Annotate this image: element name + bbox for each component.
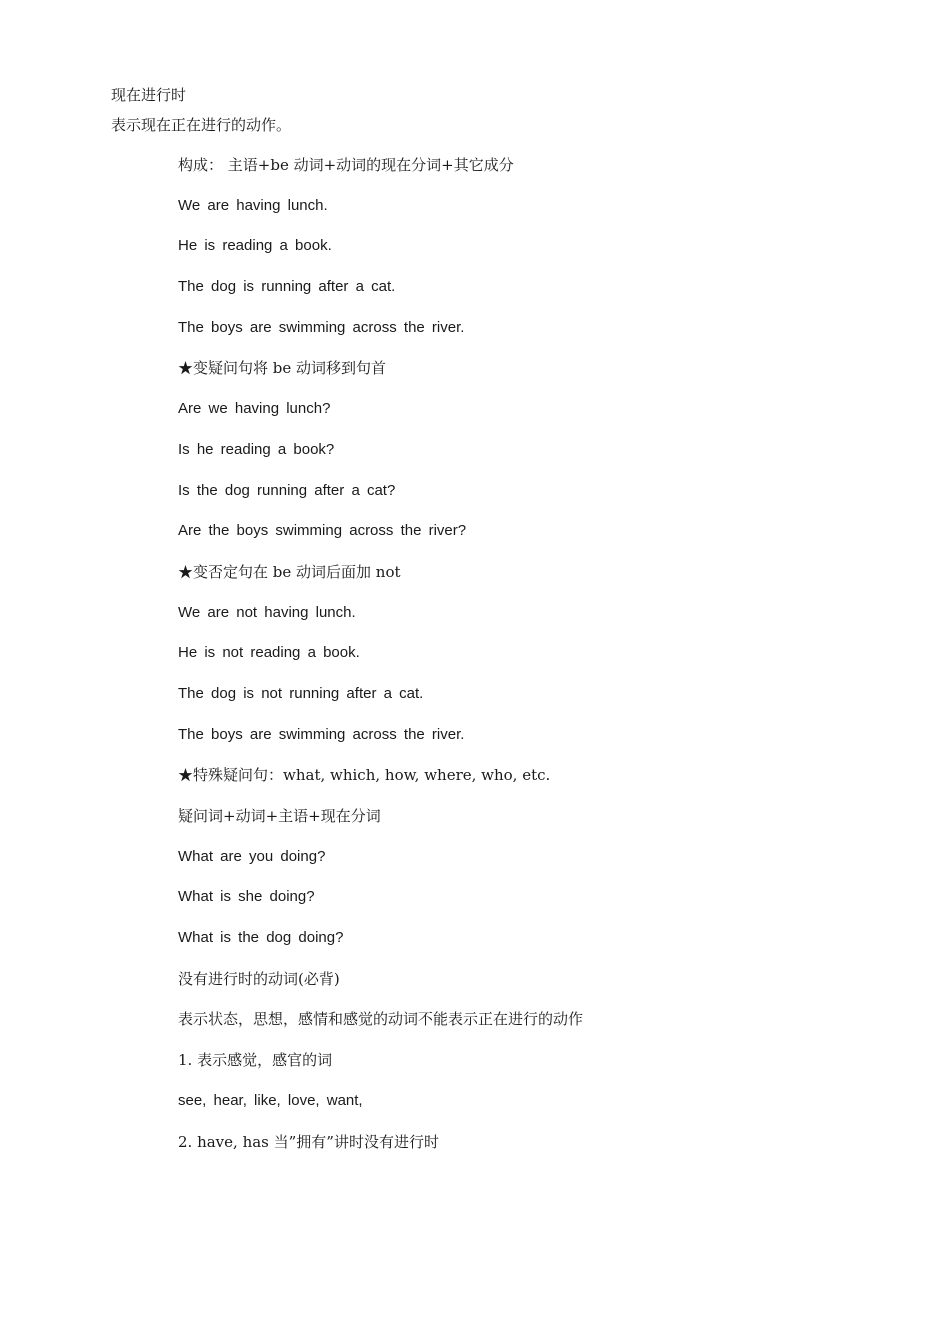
- negative-sentence: He is not reading a book.: [178, 644, 360, 662]
- rule-heading-negative: ★变否定句在 be 动词后面加 not: [178, 562, 401, 581]
- wh-question-sentence: What is the dog doing?: [178, 929, 344, 947]
- wh-structure-formula: 疑问词+动词+主语+现在分词: [178, 807, 381, 825]
- wh-question-sentence: What is she doing?: [178, 888, 315, 906]
- example-sentence: The dog is running after a cat.: [178, 278, 396, 296]
- example-sentence: We are having lunch.: [178, 196, 328, 214]
- section-title: 现在进行时: [111, 86, 187, 104]
- negative-sentence: The boys are swimming across the river.: [178, 725, 465, 743]
- stative-verbs-heading: 没有进行时的动词(必背): [178, 969, 340, 988]
- question-sentence: Are the boys swimming across the river?: [178, 522, 467, 540]
- section-description: 表示现在正在进行的动作。: [111, 116, 292, 134]
- wh-question-sentence: What are you doing?: [178, 847, 326, 865]
- rule-heading-wh-question: ★特殊疑问句：what, which, how, where, who, etc.: [178, 766, 551, 785]
- question-sentence: Is he reading a book?: [178, 440, 335, 458]
- numbered-item: 1. 表示感觉，感官的词: [178, 1051, 333, 1070]
- content-lines: [178, 155, 583, 1172]
- question-sentence: Is the dog running after a cat?: [178, 481, 396, 499]
- verb-list: see, hear, like, love, want,: [178, 1091, 363, 1109]
- numbered-item: 2. have, has 当”拥有”讲时没有进行时: [178, 1132, 439, 1151]
- structure-formula: 构成： 主语+be 动词+动词的现在分词+其它成分: [178, 156, 514, 174]
- rule-heading-question: ★变疑问句将 be 动词移到句首: [178, 359, 387, 378]
- negative-sentence: The dog is not running after a cat.: [178, 684, 424, 702]
- example-sentence: The boys are swimming across the river.: [178, 318, 465, 336]
- negative-sentence: We are not having lunch.: [178, 603, 356, 621]
- example-sentence: He is reading a book.: [178, 237, 332, 255]
- question-sentence: Are we having lunch?: [178, 400, 331, 418]
- stative-verbs-description: 表示状态，思想，感情和感觉的动词不能表示正在进行的动作: [178, 1010, 584, 1029]
